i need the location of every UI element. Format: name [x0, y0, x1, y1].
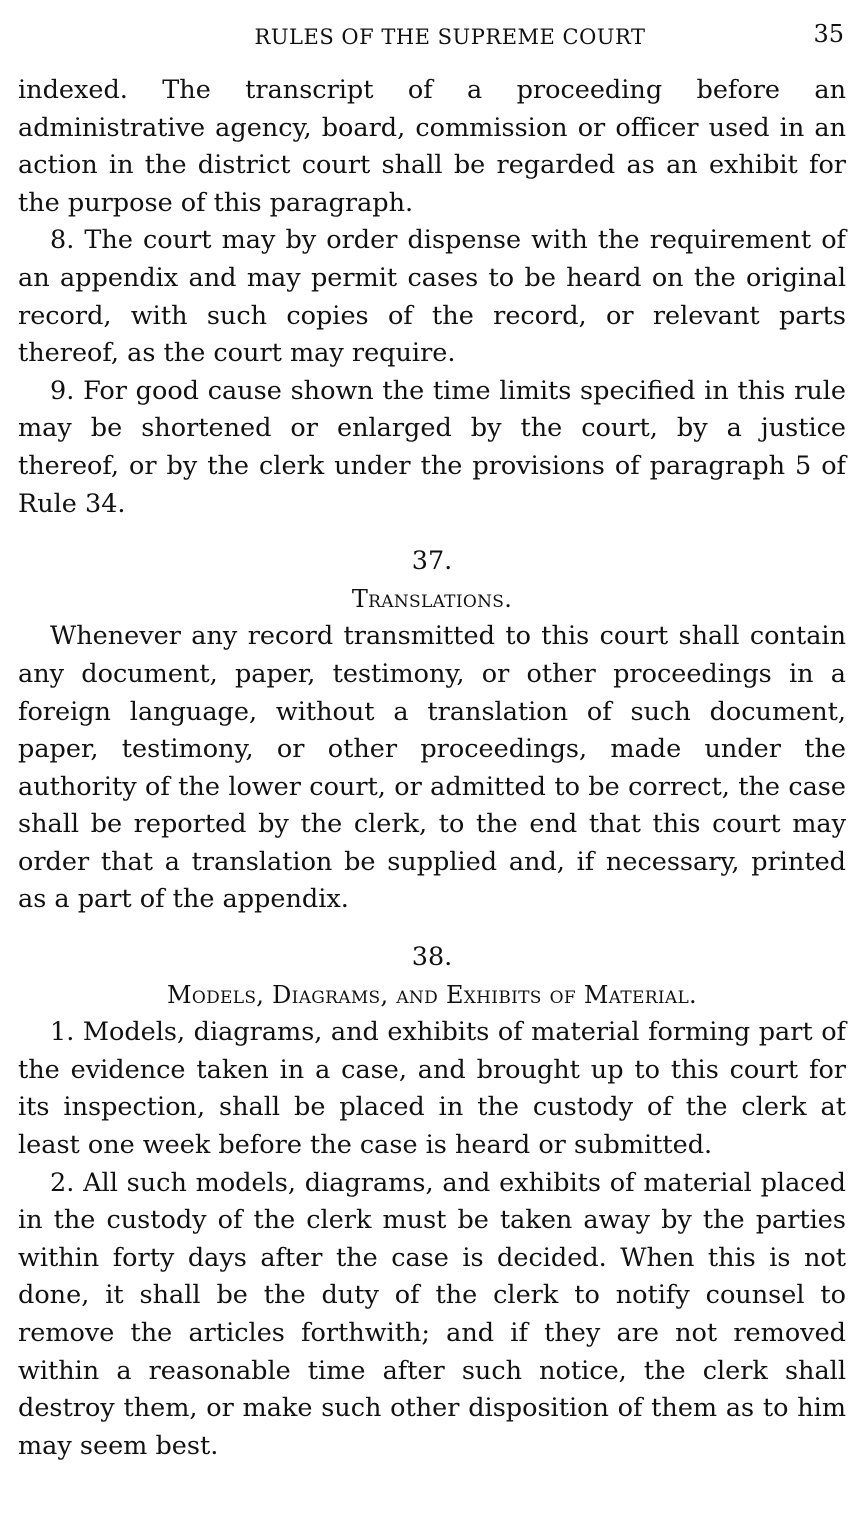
running-header — [18, 0, 846, 72]
document-page — [18, 0, 846, 1465]
rule-37-number: 37. — [411, 546, 453, 577]
rule-37-heading: Translations. — [351, 584, 513, 613]
paragraph-8: 8. The court may by order dispense with the requirement of an appendix and may permit cases to be heard on the original record, with such copies of the record, or relevant parts thereof, as the court may require. — [18, 225, 846, 369]
running-title: RULES OF THE SUPREME COURT — [254, 25, 646, 49]
rule-38-paragraph-2: 2. All such models, diagrams, and exhibits of material placed in the custody of the clerk must be taken away by the parties within forty days after the case is decided. When this is not done, it shall be the duty of the clerk to notify counsel to remove the articles forthwith; and if they are not removed within a reasonable time after such notice, the clerk shall destroy them, or make such other disposition of them as to him may seem best. — [18, 1167, 846, 1461]
rule-38-heading: Models, Diagrams, and Exhibits of Material. — [167, 980, 697, 1009]
paragraph-9: 9. For good cause shown the time limits specified in this rule may be shortened or enlarged by the court, by a justice thereof, or by the clerk under the provisions of paragraph 5 of Rule 34. — [18, 375, 846, 519]
continued-paragraph: indexed. The transcript of a proceeding before an administrative agency, board, commission or officer used in an action in the district court shall be regarded as an exhibit for the purpose of this paragraph. — [18, 75, 846, 218]
body-text — [18, 72, 846, 1465]
rule-38-number: 38. — [411, 942, 453, 973]
page-number: 35 — [813, 20, 844, 48]
rule-38-paragraph-1: 1. Models, diagrams, and exhibits of material forming part of the evidence taken in a case, and brought up to this court for its inspection, shall be placed in the custody of the clerk at least one week before the case is heard or submitted. — [18, 1017, 846, 1161]
rule-37-paragraph: Whenever any record transmitted to this court shall contain any document, paper, testimony, or other proceedings in a foreign language, without a translation of such document, paper, testimony, or other proceedings, made under the authority of the lower court, or admitted to be correct, the case shall be reported by the clerk, to the end that this court may order that a translation be supplied and, if necessary, printed as a part of the appendix. — [18, 621, 846, 915]
